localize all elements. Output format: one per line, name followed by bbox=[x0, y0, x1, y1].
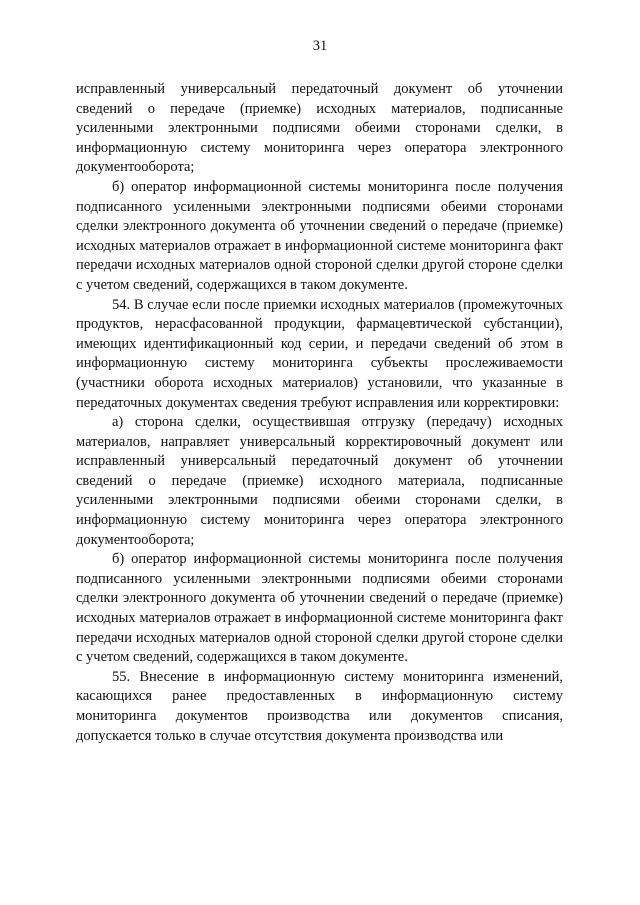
paragraph-item-b: б) оператор информационной системы мониторинга после получения подписанного усиленными электронными подписями обеими сторонами сделки электронного документа об уточнении сведений о передаче (приемке) исходных материалов отражает в информационной системе мониторинга факт передачи исходных материалов одной стороной сделки другой стороне сделки с учетом сведений, содержащихся в таком документе. bbox=[76, 178, 563, 293]
paragraph-item-b-2: б) оператор информационной системы мониторинга после получения подписанного усиленными электронными подписями обеими сторонами сделки электронного документа об уточнении сведений о передаче (приемке) исходных материалов отражает в информационной системе мониторинга факт передачи исходных материалов одной стороной сделки другой стороне сделки с учетом сведений, содержащихся в таком документе. bbox=[76, 551, 563, 666]
page-number: 31 bbox=[312, 38, 328, 54]
document-body bbox=[76, 80, 563, 746]
paragraph-item-a: а) сторона сделки, осуществившая отгрузку (передачу) исходных материалов, направляет универсальный корректировочный документ или исправленный универсальный передаточный документ об уточнении сведений о передаче (приемке) исходного материала, подписанные усиленными электронными подписями обеими сторонами сделки, в информационную систему мониторинга через оператора электронного документооборота; bbox=[76, 414, 563, 548]
paragraph-continuation: исправленный универсальный передаточный документ об уточнении сведений о передаче (приемке) исходных материалов, подписанные усиленными электронными подписями обеими сторонами сделки, в информационную систему мониторинга через оператора электронного документооборота; bbox=[76, 81, 563, 176]
paragraph-point-55: 55. Внесение в информационную систему мониторинга изменений, касающихся ранее предоставленных в информационную систему мониторинга документов производства или документов списания, допускается только в случае отсутствия документа производства или bbox=[76, 668, 563, 744]
paragraph-point-54: 54. В случае если после приемки исходных материалов (промежуточных продуктов, нерасфасованной продукции, фармацевтической субстанции), имеющих идентификационный код серии, и передачи сведений об этом в информационную систему мониторинга субъекты прослеживаемости (участники оборота исходных материалов) установили, что указанные в передаточных документах сведения требуют исправления или корректировки: bbox=[76, 296, 563, 411]
